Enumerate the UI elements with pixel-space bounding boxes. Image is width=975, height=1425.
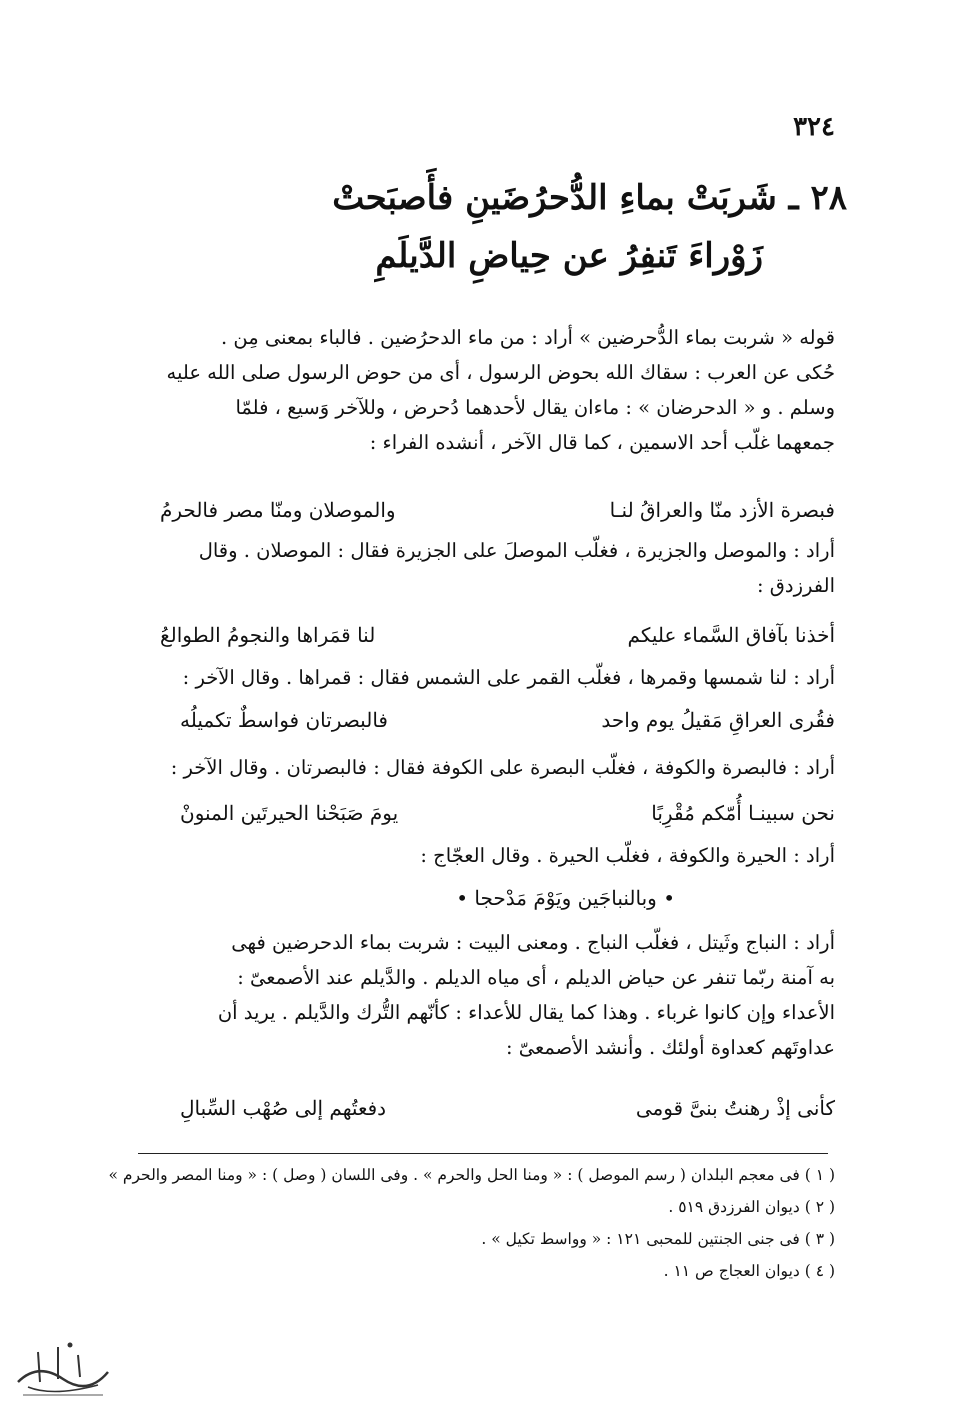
poem-3-right: فقُرى العراقِ مَقيلُ يوم واحد [601, 708, 835, 732]
text-line: به آمنة ربّما تنفر عن حياض الديلم ، أى مياه الديلم . والدَّيلم عند الأصمعىّ : [237, 966, 835, 989]
text-line: أراد : لنا شمسها وقمرها ، فغلّب القمر على الشمس فقال : قمراها . وقال الآخر : [182, 666, 835, 689]
text-line: الفرزدق : [757, 574, 835, 597]
poem-3-left: فالبصرتان فواسطٌ تكميلُه [180, 708, 388, 732]
footnote-separator [138, 1153, 828, 1154]
text-line: حُكى عن العرب : سقاك الله بحوض الرسول ، أى من حوض الرسول صلى الله عليه [166, 361, 835, 384]
verse-dash: ـ [788, 178, 799, 218]
poem-2-right: أخذنا بآفاق السَّماء عليكم [627, 623, 835, 647]
poem-2-left: لنا قمَراها والنجومُ الطوالعُ [160, 623, 376, 647]
footnote-1: ( ١ ) فى معجم البلدان ( رسم الموصل ) : « ومنا الحل والحرم » . وفى اللسان ( وصل ) : « ومنا المصر والحرم » [108, 1166, 835, 1184]
verse-first-hemistich [332, 178, 847, 219]
text-line: أراد : النباج وثَيتل ، فغلّب النباج . ومعنى البيت : شربت بماء الدحرضين فهى [231, 931, 835, 954]
poem-4-right: نحن سبينـا أُمّكم مُقْرِبًا [651, 801, 835, 825]
poem-5: • وبالنباجَين ويَوْمَ مَدْحجا • [456, 886, 675, 910]
verse-second-hemistich: زَوْراءَ تَنفِرُ عن حِياضِ الدَّيلَمِ [375, 236, 763, 276]
text-line: الأعداء وإن كانوا غرباء . وهذا كما يقال للأعداء : كأنّهم التُّرك والدَّيلم . يريد أن [217, 1001, 835, 1024]
footnote-4: ( ٤ ) ديوان العجاج ص ١١ . [663, 1262, 835, 1280]
verse-number: ٢٨ [810, 178, 847, 218]
commentary-paragraph-4 [123, 750, 835, 785]
poem-1-right: فبصرة الأزد منّا والعراقُ لنـا [609, 498, 835, 522]
text-line: أراد : فالبصرة والكوفة ، فغلّب البصرة على الكوفة فقال : فالبصرتان . وقال الآخر : [170, 756, 835, 779]
commentary-paragraph-2 [123, 533, 835, 603]
commentary-paragraph-6 [123, 925, 835, 1065]
poem-6-left: دفعتُهم إلى صُهْب السِّبالِ [180, 1096, 387, 1120]
footnote-3: ( ٣ ) فى جنى الجنتين للمحبى ١٢١ : « وواسط تكيل » . [481, 1230, 835, 1248]
text-line: عداوتَهم كعداوة أولئك . وأنشد الأصمعىّ : [505, 1036, 835, 1059]
text-line: أراد : الحيرة والكوفة ، فغلّب الحيرة . وقال العجّاج : [420, 844, 835, 867]
poem-1-left: والموصلان ومنّا مصر فالحرمُ [160, 498, 396, 522]
commentary-paragraph-5 [123, 838, 835, 873]
commentary-paragraph-3 [123, 660, 835, 695]
text-line: وسلم . و « الدحرضان » : ماءان يقال لأحدهما دُحرض ، وللآخر وَسيع ، فلمّا [235, 396, 835, 419]
verse-first-text: شَربَتْ بماءِ الدُّحرُضَينِ فأَصبَحتْ [332, 178, 777, 218]
text-line: جمعهما غلّب أحد الاسمين ، كما قال الآخر ، أنشده الفراء : [369, 431, 835, 454]
poem-6-right: كأنى إذْ رهنتُ بنىَّ قومى [635, 1096, 835, 1120]
watermark-logo-icon [8, 1327, 118, 1407]
commentary-paragraph-1 [123, 320, 835, 460]
text-line: قوله « شربت بماء الدُّحرضين » أراد : من ماء الدحرُضين . فالباء بمعنى مِن . [221, 326, 835, 349]
poem-4-left: يومَ صَبَحْنا الحيرتَين المنونْ [180, 801, 399, 825]
footnote-2: ( ٢ ) ديوان الفرزدق ٥١٩ . [668, 1198, 835, 1216]
page-number: ٣٢٤ [793, 112, 835, 142]
text-line: أراد : والموصل والجزيرة ، فغلّب الموصلَ على الجزيرة فقال : الموصلان . وقال [198, 539, 835, 562]
